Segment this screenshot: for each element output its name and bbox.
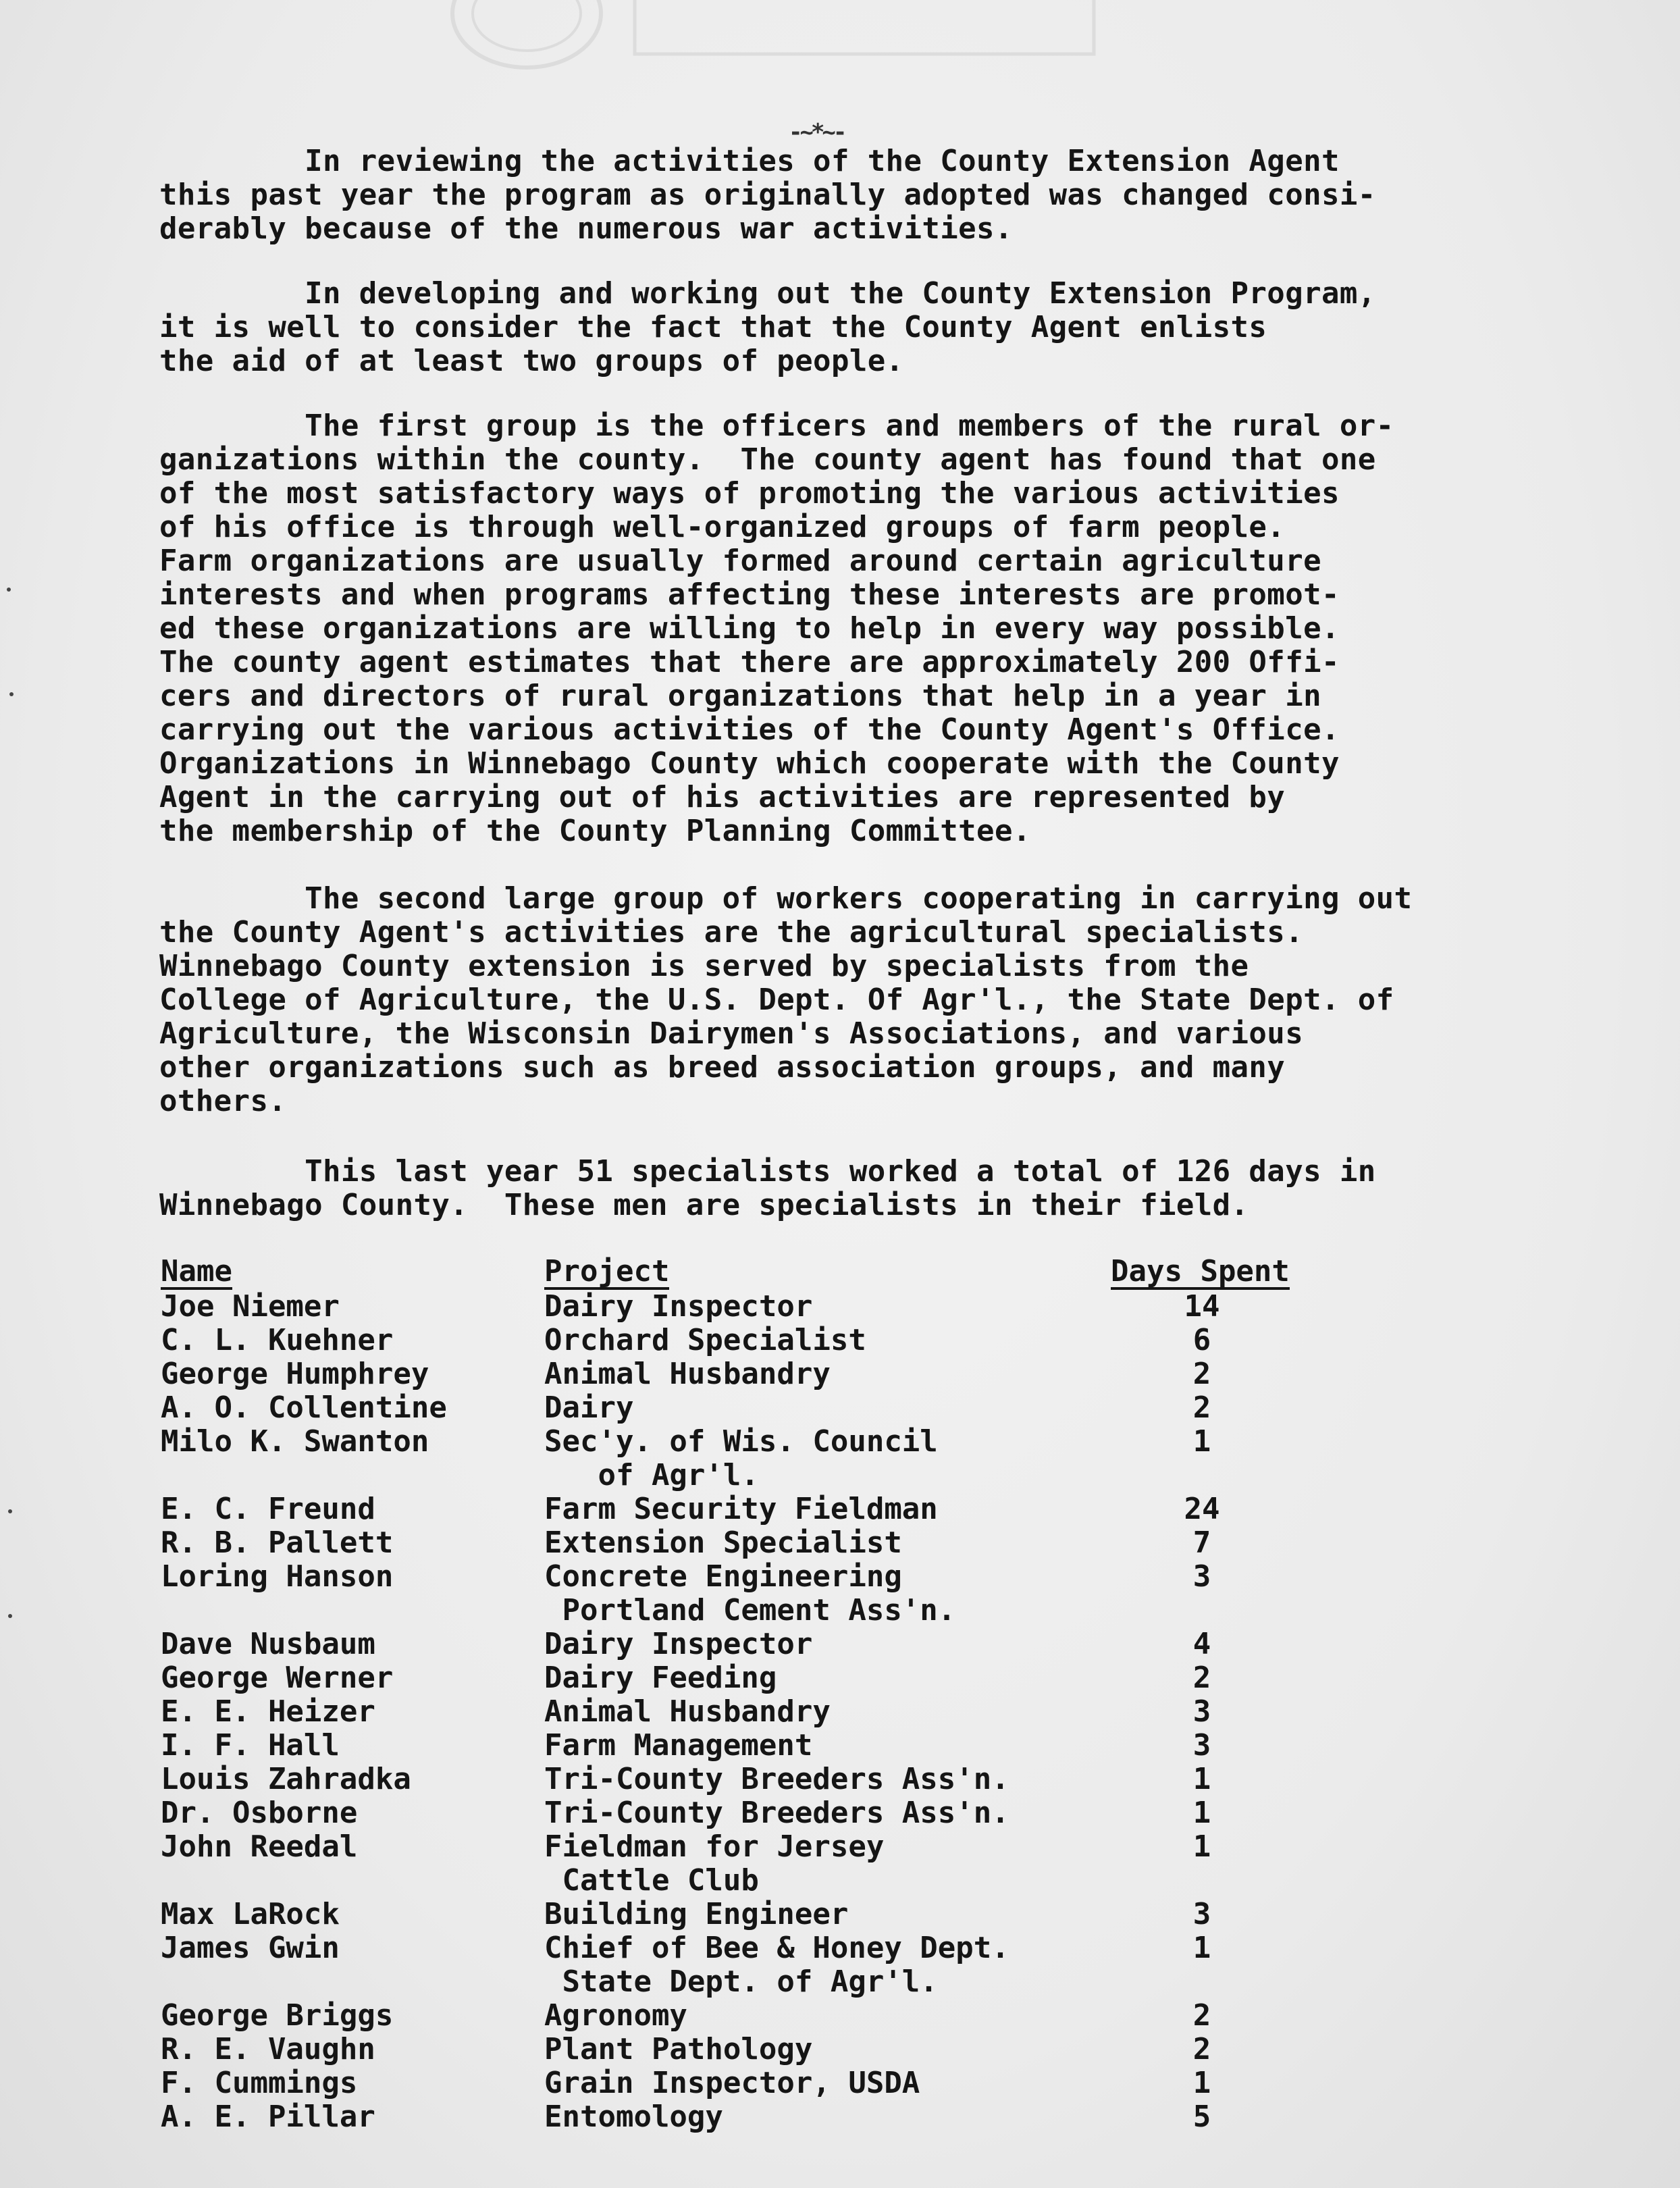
margin-mark bbox=[8, 1509, 12, 1513]
page-ornament: -~*~- bbox=[789, 119, 845, 146]
table-cell-name: R. B. Pallett bbox=[161, 1526, 394, 1560]
table-cell-days: 1 bbox=[1192, 1829, 1211, 1864]
table-cell-project: Dairy Inspector bbox=[544, 1627, 813, 1661]
table-cell-days: 1 bbox=[1192, 2066, 1211, 2100]
table-cell-days: 1 bbox=[1192, 1796, 1211, 1830]
table-cell-project: Dairy Inspector bbox=[544, 1289, 813, 1324]
header-days-spent: Days Spent bbox=[1111, 1254, 1290, 1288]
paragraph-1: In reviewing the activities of the County Extension Agent this past year the program as originally adopted was changed consi- derably because of the numerous war activities. bbox=[159, 144, 1376, 246]
table-cell-project: Dairy bbox=[544, 1390, 634, 1425]
table-cell-project: Plant Pathology bbox=[544, 2032, 813, 2066]
margin-mark bbox=[8, 1614, 12, 1618]
letterhead-watermark bbox=[432, 0, 1121, 74]
table-cell-project: Concrete Engineering Portland Cement Ass'n. bbox=[544, 1559, 956, 1627]
table-cell-days: 3 bbox=[1192, 1728, 1211, 1763]
table-cell-project: Building Engineer bbox=[544, 1897, 849, 1931]
table-cell-name: Max LaRock bbox=[161, 1897, 340, 1931]
table-cell-project: Farm Security Fieldman bbox=[544, 1492, 938, 1526]
margin-mark bbox=[7, 588, 11, 592]
table-cell-days: 24 bbox=[1184, 1492, 1220, 1526]
header-project: Project bbox=[544, 1254, 670, 1288]
table-cell-days: 4 bbox=[1192, 1627, 1211, 1661]
table-cell-project: Extension Specialist bbox=[544, 1526, 902, 1560]
table-cell-project: Agronomy bbox=[544, 1998, 687, 2033]
table-cell-name: Louis Zahradka bbox=[161, 1762, 411, 1796]
table-cell-name: I. F. Hall bbox=[161, 1728, 340, 1763]
table-cell-project: Entomology bbox=[544, 2100, 723, 2134]
table-cell-name: Dr. Osborne bbox=[161, 1796, 358, 1830]
table-cell-project: Animal Husbandry bbox=[544, 1357, 831, 1391]
table-cell-name: R. E. Vaughn bbox=[161, 2032, 375, 2066]
table-cell-project: Chief of Bee & Honey Dept. State Dept. of Agr'l. bbox=[544, 1931, 1009, 1999]
table-cell-name: C. L. Kuehner bbox=[161, 1323, 394, 1357]
table-cell-days: 3 bbox=[1192, 1897, 1211, 1931]
table-cell-name: E. C. Freund bbox=[161, 1492, 375, 1526]
table-cell-name: George Werner bbox=[161, 1661, 394, 1695]
table-cell-project: Tri-County Breeders Ass'n. bbox=[544, 1796, 1009, 1830]
table-cell-project: Tri-County Breeders Ass'n. bbox=[544, 1762, 1009, 1796]
table-cell-name: George Humphrey bbox=[161, 1357, 429, 1391]
table-cell-days: 3 bbox=[1192, 1694, 1211, 1729]
table-cell-project: Dairy Feeding bbox=[544, 1661, 777, 1695]
table-cell-days: 2 bbox=[1192, 1390, 1211, 1425]
paragraph-3: The first group is the officers and members of the rural or- ganizations within the county. The county agent has found that one of the most satisfactory ways of promoting the various activities of his office is through well-organized groups of farm people. Farm organizations are usually formed around certain agriculture interests and when programs affecting these interests are promot- ed these organizations are willing to help in every way possible. The county agent estimates that there are approximately 200 Offi- cers and directors of rural organizations that help in a year in carrying out the various activities of the County Agent's Office. Organizations in Winnebago County which cooperate with the County Agent in the carrying out of his activities are represented by the membership of the County Planning Committee. bbox=[159, 409, 1394, 848]
paragraph-5: This last year 51 specialists worked a total of 126 days in Winnebago County. These men are specialists in their field. bbox=[159, 1154, 1376, 1222]
table-cell-project: Animal Husbandry bbox=[544, 1694, 831, 1729]
table-cell-name: Dave Nusbaum bbox=[161, 1627, 375, 1661]
table-cell-days: 1 bbox=[1192, 1762, 1211, 1796]
table-cell-project: Fieldman for Jersey Cattle Club bbox=[544, 1829, 885, 1898]
table-cell-days: 2 bbox=[1192, 2032, 1211, 2066]
table-cell-name: A. O. Collentine bbox=[161, 1390, 447, 1425]
table-cell-days: 14 bbox=[1184, 1289, 1220, 1324]
table-cell-name: E. E. Heizer bbox=[161, 1694, 375, 1729]
table-cell-name: George Briggs bbox=[161, 1998, 394, 2033]
header-name: Name bbox=[161, 1254, 232, 1288]
paragraph-2: In developing and working out the County Extension Program, it is well to consider the fact that the County Agent enlists the aid of at least two groups of people. bbox=[159, 276, 1376, 378]
table-cell-name: Loring Hanson bbox=[161, 1559, 394, 1594]
margin-mark bbox=[9, 692, 14, 696]
table-cell-name: Milo K. Swanton bbox=[161, 1424, 429, 1459]
table-cell-project: Sec'y. of Wis. Council of Agr'l. bbox=[544, 1424, 938, 1492]
table-cell-days: 1 bbox=[1192, 1424, 1211, 1459]
table-cell-days: 2 bbox=[1192, 1357, 1211, 1391]
table-cell-days: 2 bbox=[1192, 1661, 1211, 1695]
table-cell-days: 1 bbox=[1192, 1931, 1211, 1965]
table-cell-name: Joe Niemer bbox=[161, 1289, 340, 1324]
table-cell-project: Orchard Specialist bbox=[544, 1323, 866, 1357]
table-cell-days: 5 bbox=[1192, 2100, 1211, 2134]
table-cell-days: 6 bbox=[1192, 1323, 1211, 1357]
table-cell-name: F. Cummings bbox=[161, 2066, 358, 2100]
table-cell-project: Farm Management bbox=[544, 1728, 813, 1763]
paragraph-4: The second large group of workers cooperating in carrying out the County Agent's activities are the agricultural specialists. Winnebago County extension is served by specialists from the College of Agriculture, the U.S. Dept. Of Agr'l., the State Dept. of Agriculture, the Wisconsin Dairymen's Associations, and various other organizations such as breed association groups, and many others. bbox=[159, 881, 1413, 1118]
table-cell-name: James Gwin bbox=[161, 1931, 340, 1965]
table-cell-days: 2 bbox=[1192, 1998, 1211, 2033]
table-cell-project: Grain Inspector, USDA bbox=[544, 2066, 920, 2100]
table-cell-name: A. E. Pillar bbox=[161, 2100, 375, 2134]
table-cell-days: 7 bbox=[1192, 1526, 1211, 1560]
table-cell-name: John Reedal bbox=[161, 1829, 358, 1864]
table-cell-days: 3 bbox=[1192, 1559, 1211, 1594]
